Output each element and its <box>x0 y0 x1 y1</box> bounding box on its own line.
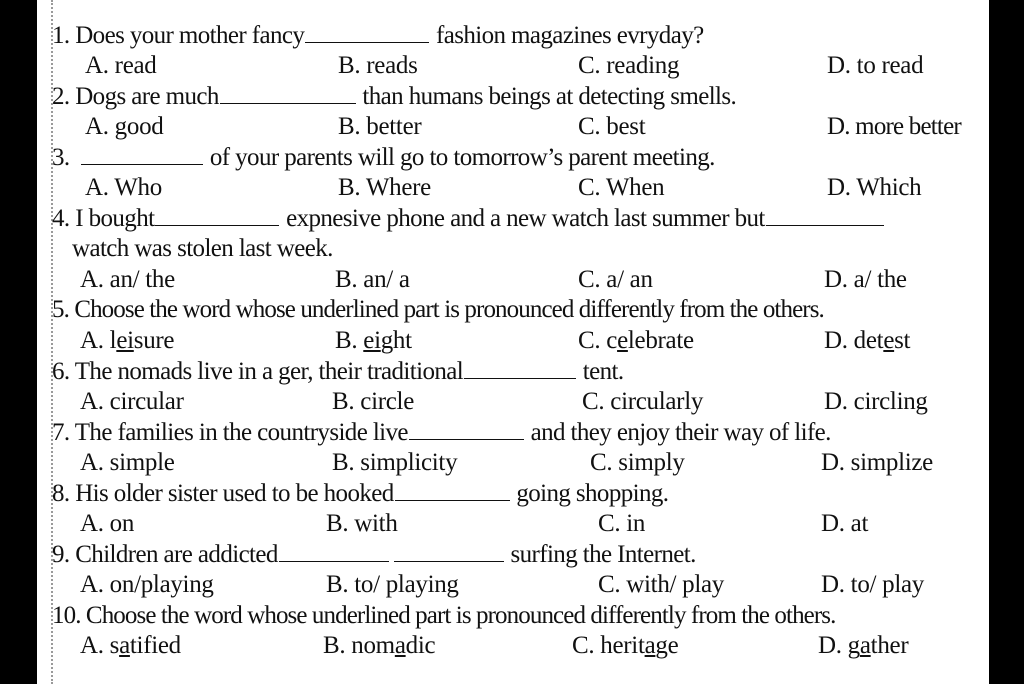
option-a: A. leisure <box>80 327 175 354</box>
answer-blank <box>409 418 524 440</box>
question-text: expnesive phone and a new watch last summer but <box>286 205 765 232</box>
question-text: Choose the word whose underlined part is pronounced differently from the others. <box>85 602 836 629</box>
question-number: 5. <box>52 296 69 323</box>
option-b: B. reads <box>338 52 418 79</box>
option-b: B. better <box>338 113 422 140</box>
option-c: C. with/ play <box>598 571 724 598</box>
option-d: D. gather <box>818 632 909 659</box>
question-2 <box>52 82 736 112</box>
option-d: D. detest <box>824 327 911 354</box>
option-c: C. When <box>578 174 665 201</box>
question-text: Does your mother fancy <box>75 22 305 49</box>
option-a: A. an/ the <box>80 266 175 293</box>
question-number: 8. <box>52 480 70 507</box>
question-number: 4. <box>52 205 70 232</box>
underlined-part: e <box>883 327 895 354</box>
question-text: His older sister used to be hooked <box>75 480 394 507</box>
option-c: C. in <box>598 510 646 537</box>
question-text: than humans beings at detecting smells. <box>362 83 737 110</box>
underlined-part: e <box>617 327 628 354</box>
question-number: 3. <box>52 144 70 171</box>
question-number: 10. <box>52 602 81 629</box>
option-b: B. to/ playing <box>326 571 459 598</box>
option-c: C. a/ an <box>578 266 653 293</box>
option-a: A. simple <box>80 449 175 476</box>
question-5 <box>52 295 824 325</box>
question-text: fashion magazines evryday? <box>435 22 704 49</box>
option-a: A. good <box>85 113 164 140</box>
option-c: C. celebrate <box>578 327 694 354</box>
question-7 <box>52 418 831 448</box>
answer-blank <box>305 21 429 43</box>
option-b: B. with <box>326 510 398 537</box>
question-10 <box>52 601 835 631</box>
option-d: D. a/ the <box>824 266 907 293</box>
option-d: D. circling <box>824 388 928 415</box>
option-d: D. to read <box>827 52 924 79</box>
underlined-part: a <box>644 632 656 659</box>
option-d: D. at <box>821 510 869 537</box>
underlined-part: a <box>119 632 130 659</box>
option-d: D. to/ play <box>821 571 924 598</box>
option-b: B. circle <box>332 388 414 415</box>
option-a: A. read <box>85 52 157 79</box>
question-text: going shopping. <box>516 480 669 507</box>
underlined-part: ei <box>116 327 134 354</box>
question-4 <box>52 204 885 234</box>
question-1 <box>52 21 704 51</box>
option-a: A. on/playing <box>80 571 214 598</box>
question-8 <box>52 479 668 509</box>
question-number: 7. <box>52 419 70 446</box>
option-d: D. simplize <box>821 449 933 476</box>
option-d: D. more better <box>827 113 961 140</box>
option-a: A. satified <box>80 632 181 659</box>
underlined-part: ei <box>363 327 381 354</box>
question-3 <box>52 143 715 173</box>
option-a: A. on <box>80 510 135 537</box>
answer-blank <box>220 82 356 104</box>
answer-blank <box>81 143 203 165</box>
answer-blank <box>464 357 576 379</box>
option-b: B. an/ a <box>335 266 410 293</box>
question-text: of your parents will go to tomorrow’s parent meeting. <box>209 144 715 171</box>
option-a: A. Who <box>85 174 162 201</box>
question-text: and they enjoy their way of life. <box>530 419 831 446</box>
question-text: surfing the Internet. <box>510 541 696 568</box>
underlined-part: a <box>859 632 871 659</box>
answer-blank <box>395 479 510 501</box>
question-text: I bought <box>75 205 155 232</box>
question-9 <box>52 540 696 570</box>
question-text: Dogs are much <box>75 83 219 110</box>
option-a: A. circular <box>80 388 184 415</box>
question-text: watch was stolen last week. <box>72 235 333 262</box>
question-text: Children are addicted <box>75 541 278 568</box>
option-c: C. heritage <box>572 632 679 659</box>
answer-blank <box>766 204 884 226</box>
question-6 <box>52 357 624 387</box>
option-c: C. reading <box>578 52 680 79</box>
question-number: 1. <box>52 22 70 49</box>
question-number: 9. <box>52 541 70 568</box>
question-text: The nomads live in a ger, their traditional <box>74 358 464 385</box>
question-number: 6. <box>52 358 70 385</box>
option-b: B. eight <box>335 327 412 354</box>
option-c: C. best <box>578 113 646 140</box>
underlined-part: a <box>394 632 406 659</box>
answer-blank <box>155 204 279 226</box>
option-b: B. Where <box>338 174 431 201</box>
option-b: B. nomadic <box>323 632 436 659</box>
answer-blank <box>279 540 389 562</box>
option-b: B. simplicity <box>332 449 458 476</box>
question-number: 2. <box>52 83 70 110</box>
question-4-continued <box>72 234 333 264</box>
option-c: C. simply <box>590 449 685 476</box>
option-d: D. Which <box>827 174 922 201</box>
answer-blank <box>394 540 504 562</box>
question-text: tent. <box>582 358 624 385</box>
question-text: The families in the countryside live <box>74 419 408 446</box>
option-c: C. circularly <box>582 388 704 415</box>
question-text: Choose the word whose underlined part is pronounced differently from the others. <box>74 296 824 323</box>
